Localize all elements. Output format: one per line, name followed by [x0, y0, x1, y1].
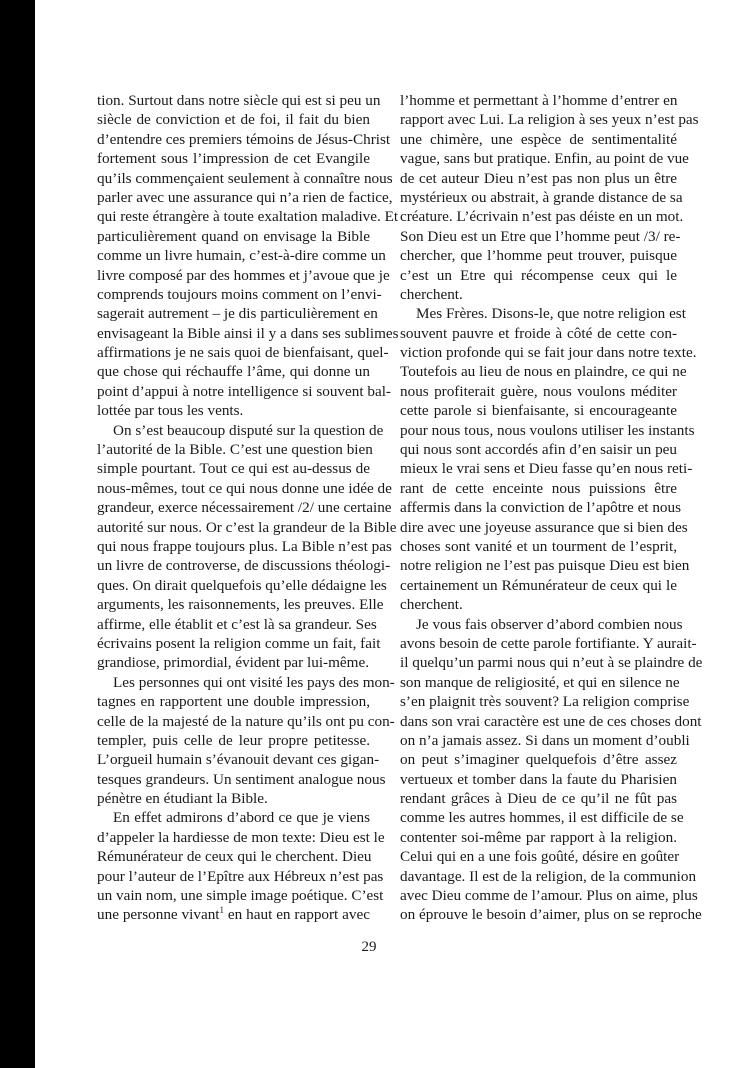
text-line [97, 110, 370, 129]
text-line [400, 324, 677, 343]
line-text: d’appeler la hardiesse de mon texte: Dieu est le [97, 828, 385, 846]
text-line [97, 382, 391, 401]
line-text: il quelqu’un parmi nous qui n’eut à se plaindre de [400, 654, 703, 672]
line-text: l’homme et permettant à l’homme d’entrer en [400, 92, 678, 109]
text-line [97, 304, 378, 323]
text-line [400, 576, 677, 595]
text-line [400, 634, 697, 653]
text-line [97, 227, 370, 246]
text-line [400, 808, 684, 827]
text-line [97, 285, 382, 304]
line-text: dans son vrai caractère est une de ces choses dont [400, 712, 702, 730]
text-line [400, 828, 677, 847]
line-text: rendant grâces à Dieu de ce qu’il ne fût pas [400, 790, 677, 808]
line-text: lottée par tous les vents. [97, 402, 244, 420]
text-line [97, 886, 384, 905]
line-text: nous-mêmes, tout ce qui nous donne une idée de [97, 479, 392, 497]
line-text: qui nous sont accordés afin d’en saisir un peu [400, 441, 677, 459]
line-text: grandeur, exerce nécessairement /2/ une certaine [97, 499, 392, 517]
line-text: Celui qui en a une fois goûté, désire en goûter [400, 848, 680, 866]
line-text: viction profonde qui se fait jour dans notre texte. [400, 344, 697, 362]
text-line [400, 653, 703, 672]
text-line [97, 324, 399, 343]
text-line [400, 518, 688, 537]
line-text: tion. Surtout dans notre siècle qui est si peu un [97, 92, 381, 109]
line-text: créature. L’écrivain n’est pas déiste en un mot. [400, 208, 684, 226]
text-line [97, 847, 370, 866]
line-text: qui reste étrangère à toute exaltation maladive. Et [97, 208, 399, 226]
text-line [97, 518, 397, 537]
text-line [400, 169, 677, 188]
line-text: écrivains posent la religion comme un fait, fait [97, 634, 381, 652]
text-line [400, 130, 677, 149]
text-line [400, 595, 677, 614]
text-line [400, 905, 702, 924]
line-text: simple pourtant. Tout ce qui est au-dessus de [97, 460, 370, 478]
text-column-right [400, 91, 703, 925]
line-text: choses sont vanité et un tourment de l’esprit, [400, 537, 677, 555]
line-text: une personne vivant [97, 906, 220, 924]
text-line [97, 149, 370, 168]
line-text: comme un livre humain, c’est-à-dire comme un [97, 247, 386, 265]
text-line [400, 382, 677, 401]
text-line [97, 421, 384, 440]
line-text: d’entendre ces premiers témoins de Jésus-Christ [97, 130, 391, 148]
line-text: cette parole si bienfaisante, si encourageante [400, 402, 677, 420]
line-text: tagnes en rapportent une double impression, [97, 693, 370, 711]
line-text: chercher, que l’homme peut trouver, puisque [400, 247, 677, 265]
line-text: l’autorité de la Bible. C’est une question bien [97, 441, 373, 459]
text-line [97, 595, 384, 614]
text-line [400, 207, 684, 226]
line-text: Son Dieu est un Etre que l’homme peut /3/ re- [400, 227, 681, 245]
line-text: souvent pauvre et froide à côté de cette con- [400, 324, 677, 342]
line-text: on n’a jamais assez. Si dans un moment d’oubli [400, 731, 690, 749]
text-line [97, 905, 370, 924]
text-line [400, 867, 697, 886]
page-number: 29 [361, 939, 377, 955]
line-text: contenter soi-même par rapport à la religion. [400, 828, 677, 846]
text-line [97, 712, 395, 731]
text-line [97, 828, 385, 847]
text-line [400, 401, 677, 420]
text-line [400, 498, 682, 517]
line-text: particulièrement quand on envisage la Bible [97, 227, 370, 245]
line-text: ques. On dirait quelquefois qu’elle dédaigne les [97, 576, 387, 594]
line-text: dire avec une joyeuse assurance que si bien des [400, 518, 688, 536]
line-text: grandiose, primordial, évident par lui-même. [97, 654, 370, 672]
text-line [97, 246, 386, 265]
text-line [400, 886, 698, 905]
line-text: on éprouve le besoin d’aimer, plus on se reproche [400, 906, 702, 924]
line-text: qu’ils commençaient seulement à connaître nous [97, 169, 393, 187]
text-line [400, 149, 689, 168]
line-text: Je vous fais observer d’abord combien nous [416, 615, 683, 633]
text-line [97, 750, 380, 769]
line-text: mieux le vrai sens et Dieu fasse qu’en nous reti- [400, 460, 693, 478]
line-text: En effet admirons d’abord ce que je viens [113, 809, 370, 827]
text-line [400, 266, 677, 285]
line-text: s’en plaignit très souvent? La religion comprise [400, 693, 690, 711]
line-text: arguments, les raisonnements, les preuves. Elle [97, 596, 384, 614]
line-text: rapport avec Lui. La religion à ses yeux n’est pas [400, 111, 699, 129]
line-text: certainement un Rémunérateur de ceux qui le [400, 576, 677, 594]
text-line [400, 673, 680, 692]
text-line [97, 537, 392, 556]
text-line [400, 440, 677, 459]
line-text: Mes Frères. Disons-le, que notre religion est [416, 305, 686, 323]
text-line [400, 692, 690, 711]
line-text: vague, sans but pratique. Enfin, au point de vue [400, 150, 689, 168]
text-line [400, 304, 686, 323]
text-line [400, 362, 687, 381]
line-text: avec Dieu comme de l’amour. Plus on aime, plus [400, 887, 698, 905]
text-line [97, 556, 391, 575]
text-line [400, 770, 677, 789]
line-text: affermis dans la conviction de l’apôtre et nous [400, 499, 682, 517]
text-line [97, 401, 370, 420]
text-line [97, 770, 386, 789]
text-line [97, 653, 370, 672]
line-text: comme les autres hommes, il est difficile de se [400, 809, 684, 827]
text-line [97, 673, 395, 692]
line-text: c’est un Etre qui récompense ceux qui le [400, 266, 677, 284]
line-text: On s’est beaucoup disputé sur la question de [113, 421, 384, 439]
text-line [97, 808, 370, 827]
line-text: affirmations je ne sais quoi de bienfaisant, quel- [97, 344, 389, 362]
text-line [400, 91, 677, 110]
scan-binding-edge [0, 0, 35, 1068]
line-text: davantage. Il est de la religion, de la communion [400, 867, 697, 885]
line-text: vertueux et tomber dans la faute du Pharisien [400, 770, 677, 788]
text-line [97, 576, 387, 595]
text-line [97, 188, 393, 207]
line-text: pour l’auteur de l’Epître aux Hébreux n’est pas [97, 867, 384, 885]
text-line [400, 712, 702, 731]
text-line [400, 615, 683, 634]
text-line [97, 362, 370, 381]
line-text: Rémunérateur de ceux qui le cherchent. Dieu [97, 848, 372, 866]
line-text: son manque de religiosité, et qui en silence ne [400, 673, 680, 691]
line-text: templer, puis celle de leur propre petitesse. [97, 731, 370, 749]
line-text: Toutefois au lieu de nous en plaindre, ce qui ne [400, 363, 687, 381]
text-line [97, 692, 370, 711]
text-line [97, 207, 399, 226]
line-text: parler avec une assurance qui n’a rien de factice, [97, 188, 393, 206]
line-text: pénètre en étudiant la Bible. [97, 790, 268, 808]
text-line [97, 479, 392, 498]
line-text: livre composé par des hommes et j’avoue que je [97, 266, 390, 284]
line-text: en haut en rapport avec [224, 906, 370, 924]
line-text: pour nous tous, nous voulons utiliser les instants [400, 421, 695, 439]
line-text: sagerait autrement – je dis particulièrement en [97, 305, 378, 323]
text-line [97, 440, 373, 459]
text-line [400, 246, 677, 265]
line-text: notre religion ne l’est pas puisque Dieu est bien [400, 557, 690, 575]
text-line [97, 789, 370, 808]
line-text: autorité sur nous. Or c’est la grandeur de la Bible [97, 518, 397, 536]
text-line [97, 498, 392, 517]
line-text: nous profiterait guère, nous voulons méditer [400, 382, 677, 400]
footnote-marker: 1 [219, 905, 225, 916]
line-text: fortement sous l’impression de cet Evangile [97, 150, 370, 168]
text-line [400, 847, 680, 866]
text-line [97, 266, 390, 285]
text-line [97, 91, 381, 110]
line-text: siècle de conviction et de foi, il fait du bien [97, 111, 370, 129]
line-text: mystérieux ou abstrait, à grande distance de sa [400, 188, 683, 206]
text-line [400, 537, 677, 556]
line-text: qui nous frappe toujours plus. La Bible n’est pas [97, 537, 392, 555]
line-text: un livre de controverse, de discussions théologi- [97, 557, 391, 575]
line-text: affirme, elle établit et c’est là sa grandeur. Ses [97, 615, 377, 633]
text-line [400, 731, 690, 750]
line-text: L’orgueil humain s’évanouit devant ces gigan- [97, 751, 380, 769]
line-text: avons besoin de cette parole fortifiante. Y aurait- [400, 634, 697, 652]
line-text: rant de cette enceinte nous puissions être [400, 479, 677, 497]
line-text: tesques grandeurs. Un sentiment analogue nous [97, 770, 386, 788]
text-line [400, 556, 690, 575]
text-line [400, 789, 677, 808]
line-text: une chimère, une espèce de sentimentalité [400, 130, 677, 148]
line-text: de cet auteur Dieu n’est pas non plus un être [400, 169, 677, 187]
text-line [400, 750, 677, 769]
text-line [400, 343, 697, 362]
text-line [97, 731, 370, 750]
line-text: on peut s’imaginer quelquefois d’être assez [400, 751, 677, 769]
line-text: cherchent. [400, 285, 463, 303]
line-text: comprends toujours moins comment on l’envi- [97, 285, 382, 303]
text-line [400, 110, 699, 129]
text-line [400, 285, 677, 304]
line-text: cherchent. [400, 596, 463, 614]
text-line [97, 634, 381, 653]
text-column-left [97, 91, 399, 925]
text-line [97, 130, 391, 149]
text-line [97, 343, 389, 362]
line-text: envisageant la Bible ainsi il y a dans ses sublimes [97, 324, 399, 342]
text-line [400, 479, 677, 498]
line-text: que chose qui réchauffe l’âme, qui donne un [97, 363, 370, 381]
line-text: Les personnes qui ont visité les pays des mon- [113, 673, 395, 691]
text-line [400, 188, 683, 207]
text-line [400, 421, 695, 440]
line-text: un vain nom, une simple image poétique. C’est [97, 887, 384, 905]
text-line [97, 867, 384, 886]
text-line [400, 459, 693, 478]
text-line [97, 169, 393, 188]
line-text: point d’appui à notre intelligence si souvent bal- [97, 382, 391, 400]
text-line [97, 459, 370, 478]
text-line [400, 227, 681, 246]
line-text: celle de la majesté de la nature qu’ils ont pu con- [97, 712, 395, 730]
text-line [97, 615, 377, 634]
